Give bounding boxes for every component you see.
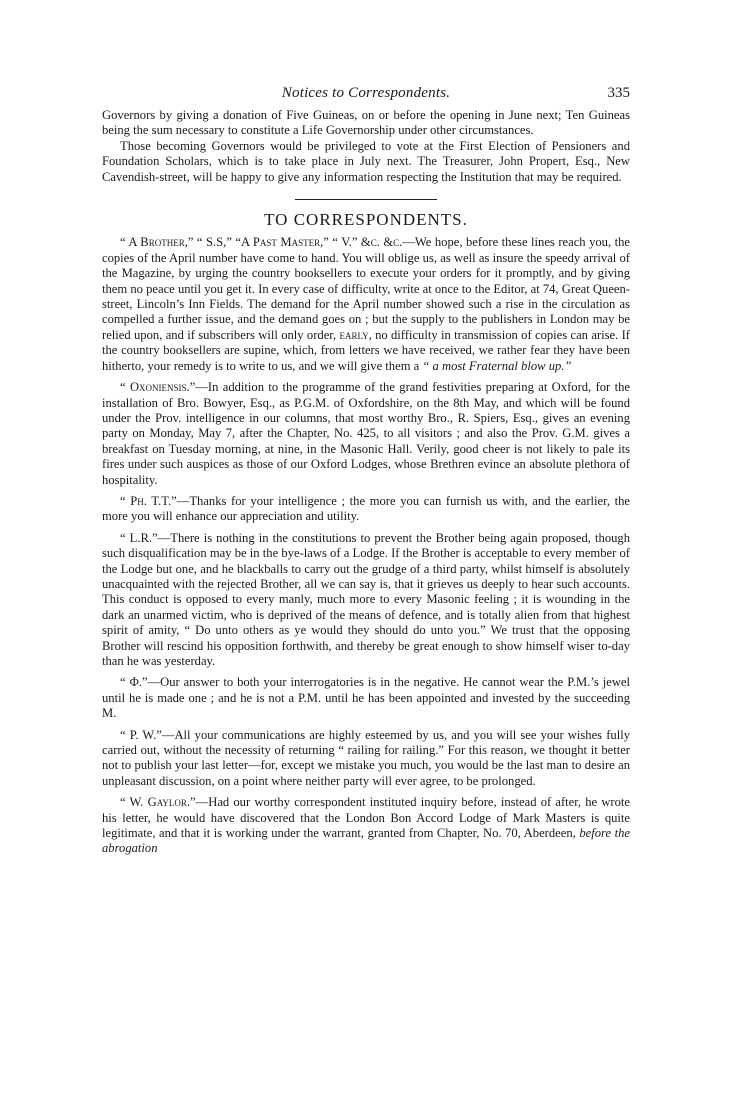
notice-body: —We hope, before these lines reach you, the copies of the April number have come to hand. You will oblige us, as well as insure the speedy arrival of the Magazine, by urging the country booksellers to execute your orders for it promptly, and by giving them no peace until you get it. In every case of difficulty, write at once to the Editor, at 74, Great Queen-street, Lincoln’s Inn Fields. The demand for the April number showed such a rise in the circulation as compelled a further issue, and the demand goes on ; but the supply to the publishers in London may be relied upon, and if subscribers will only order,: [102, 235, 630, 342]
intro-paragraph-governors: Those becoming Governors would be privileged to vote at the First Election of Pensioners and Foundation Scholars, which is to take place in July next. The Treasurer, John Propert, Esq., New Cavendish-street, will be happy to give any information respecting the Institution that may be required.: [102, 138, 630, 184]
notice-salutation: “ P. W.”: [120, 727, 162, 742]
notice-body-continued: no difficulty in transmission of copies can arise. If the country booksellers are supine, which, from letters we have received, we rather fear they have been hitherto, your remedy is to write to us, and we will give them a: [102, 327, 630, 373]
notice-body: —Had our worthy correspondent instituted inquiry before, instead of after, he wrote his letter, he would have discovered that the London Bon Accord Lodge of Mark Masters is quite legitimate, and that it is working under the warrant, granted from Chapter, No. 70, Aberdeen,: [102, 795, 631, 841]
notice-ph-tt: [102, 494, 630, 525]
running-header: [102, 86, 630, 108]
notice-salutation: “ L.R.”: [120, 530, 158, 545]
page-number: 335: [607, 85, 630, 101]
notice-salutation: “ A Brother,” “ S.S,” “A Past Master,” “ V.” &c. &c.: [120, 235, 403, 250]
notice-brother: [102, 235, 630, 374]
section-divider: [295, 199, 437, 200]
notice-salutation: “ Φ.”: [120, 675, 148, 690]
notice-lr: [102, 531, 630, 670]
notice-closing-phrase: “ a most Fraternal blow up.”: [422, 358, 572, 373]
notice-body: —All your communications are highly esteemed by us, and you will see your wishes fully carried out, without the necessity of returning “ railing for railing.” For this reason, we thought it better not to publish your last letter—for, except we mistake you much, you would be the last man to desire an unpleasant discussion, on a point where neither party will ever agree, to be prolonged.: [102, 727, 630, 788]
notice-oxoniensis: [102, 380, 630, 488]
notice-body: —Thanks for your intelligence ; the more you can furnish us with, and the earlier, the more you will enhance our appreciation and utility.: [102, 493, 631, 524]
running-title: Notices to Correspondents.: [281, 85, 451, 101]
section-heading: TO CORRESPONDENTS.: [264, 210, 468, 230]
notice-salutation: “ Ph. T.T.”: [120, 493, 177, 508]
notice-body: —There is nothing in the constitutions to prevent the Brother being again proposed, though such disqualification may be in the bye-laws of a Lodge. If the Brother is acceptable to every member of the Lodge but one, and he blackballs to carry out the grudge of a third party, whilst himself is absolutely unacquainted with the rejected Brother, all we can say is, that it grieves us deeply to hear such accounts. This conduct is opposed to every manly, much more to every Masonic feeling ; it is wounding in the dark an unarmed victim, who is deprived of the means of defence, and is totally alien from that highest spirit of amity, “ Do unto others as ye would they should do unto you.” We trust that the opposing Brother will rescind his opposition forthwith, and thereby be great enough to show himself wiser to-day than he was yesterday.: [102, 530, 630, 668]
notice-phi: [102, 675, 630, 721]
notice-salutation: “ W. Gaylor.”: [120, 795, 196, 810]
notice-emphasis: early,: [339, 327, 372, 342]
notice-pw: [102, 728, 630, 790]
notice-salutation: “ Oxoniensis.”: [120, 380, 196, 395]
document-page: [102, 86, 630, 863]
notice-gaylor: [102, 795, 630, 857]
notice-closing-phrase: before the abrogation: [102, 826, 630, 856]
intro-paragraph-continued: Governors by giving a donation of Five Guineas, on or before the opening in June next; Ten Guineas being the sum necessary to constitute a Life Governorship under other circumstances.: [102, 108, 630, 138]
notice-body: —Our answer to both your interrogatories is in the negative. He cannot wear the P.M.’s jewel until he is made one ; and he is not a P.M. until he has been appointed and invested by the succeeding M.: [102, 675, 630, 721]
notice-body: —In addition to the programme of the grand festivities preparing at Oxford, for the installation of Bro. Bowyer, Esq., as P.G.M. of Oxfordshire, on the 8th May, and which will be found under the Prov. intelligence in our columns, that most worthy Bro., R. Spiers, Esq., gives an evening party on Monday, May 7, after the Chapter, No. 425, to all visitors ; and also the Prov. G.M. gives a breakfast on Tuesday morning, at nine, in the Masonic Hall. Verily, good cheer is not likely to pale its fires under such auspices as those of our Oxford Lodges, whose Brethren evince an absolute plethora of hospitality.: [102, 380, 630, 487]
